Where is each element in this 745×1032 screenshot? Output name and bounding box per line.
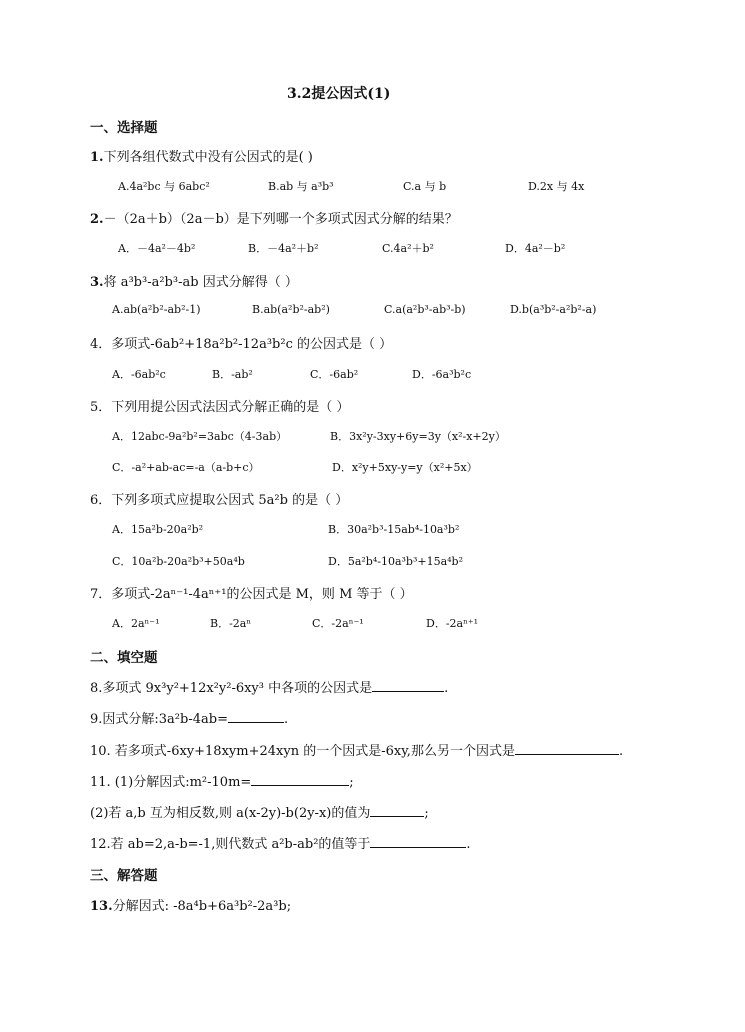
q4-option-c: C．-6ab²: [310, 368, 359, 381]
q4-option-a: A．-6ab²c: [112, 368, 166, 381]
question-2: [90, 208, 458, 227]
question-end: ;: [424, 806, 429, 821]
question-3: [90, 271, 298, 290]
q5-option-d: D．x²y+5xy-y=y（x²+5x）: [332, 461, 478, 474]
q3-option-b: B.ab(a²b²-ab²): [252, 303, 330, 316]
q1-option-d: D.2x 与 4x: [528, 180, 585, 193]
question-5: 5．下列用提公因式法因式分解正确的是（ ）: [90, 400, 350, 415]
question-stem: 12.若 ab=2,a-b=-1,则代数式 a²b-ab²的值等于: [90, 837, 371, 852]
question-stem: (2)若 a,b 互为相反数,则 a(x-2y)-b(2y-x)的值为: [90, 806, 371, 821]
question-13: [90, 895, 291, 914]
question-10: [90, 740, 623, 759]
question-6: 6．下列多项式应提取公因式 5a²b 的是（ ）: [90, 493, 349, 508]
question-stem: 9.因式分解:3a²b-4ab=: [90, 712, 228, 727]
question-stem: 下列各组代数式中没有公因式的是( ): [103, 150, 313, 165]
question-end: .: [444, 681, 449, 696]
q3-option-c: C.a(a²b³-ab³-b): [384, 303, 466, 316]
q4-option-b: B．-ab²: [212, 368, 253, 381]
answer-blank[interactable]: [370, 835, 466, 848]
q1-option-a: A.4a²bc 与 6abc²: [118, 180, 210, 193]
q7-option-b: B．-2aⁿ: [210, 617, 252, 630]
question-number: 2.: [90, 212, 104, 227]
q1-option-b: B.ab 与 a³b³: [268, 180, 334, 193]
question-stem: 将 a³b³-a²b³-ab 因式分解得（ ）: [103, 275, 298, 290]
q3-option-a: A.ab(a²b²-ab²-1): [112, 303, 201, 316]
section-heading-choice: 一、选择题: [90, 120, 158, 136]
q6-option-a: A．15a²b-20a²b²: [112, 523, 204, 536]
q5-option-b: B．3x²y-3xy+6y=3y（x²-x+2y）: [330, 430, 506, 443]
q2-option-b: B．－4a²＋b²: [248, 242, 319, 255]
question-number: 13.: [90, 899, 113, 914]
question-stem: 10. 若多项式-6xy+18xym+24xyn 的一个因式是-6xy,那么另一个因式是: [90, 744, 515, 759]
section-heading-fill: 二、填空题: [90, 650, 158, 666]
q1-option-c: C.a 与 b: [403, 180, 447, 193]
q6-option-b: B．30a²b³-15ab⁴-10a³b²: [328, 523, 460, 536]
q5-option-c: C．-a²+ab-ac=-a（a-b+c）: [112, 461, 260, 474]
q2-option-d: D．4a²－b²: [505, 242, 566, 255]
q2-option-c: C.4a²＋b²: [382, 242, 434, 255]
question-stem: 11. (1)分解因式:m²-10m=: [90, 775, 252, 790]
question-7: 7．多项式-2aⁿ⁻¹-4aⁿ⁺¹的公因式是 M，则 M 等于（ ）: [90, 587, 413, 602]
answer-blank[interactable]: [228, 710, 284, 723]
answer-blank[interactable]: [251, 773, 349, 786]
q5-option-a: A．12abc-9a²b²=3abc（4-3ab）: [112, 430, 288, 443]
question-1: [90, 146, 313, 165]
q4-option-d: D．-6a³b²c: [412, 368, 472, 381]
question-end: .: [466, 837, 471, 852]
question-11-part1: [90, 771, 354, 790]
question-11-part2: [90, 802, 429, 821]
question-8: [90, 677, 448, 696]
question-9: [90, 708, 288, 727]
question-number: 1.: [90, 150, 104, 165]
q7-option-d: D．-2aⁿ⁺¹: [426, 617, 479, 630]
q6-option-d: D．5a²b⁴-10a³b³+15a⁴b²: [328, 555, 464, 568]
section-heading-solve: 三、解答题: [90, 868, 158, 884]
q2-option-a: A．－4a²－4b²: [118, 242, 196, 255]
question-end: .: [618, 744, 624, 759]
q6-option-c: C．10a²b-20a²b³+50a⁴b: [112, 555, 245, 568]
q7-option-a: A．2aⁿ⁻¹: [112, 617, 160, 630]
question-end: .: [283, 712, 289, 727]
answer-blank[interactable]: [515, 742, 619, 755]
question-stem: 分解因式: -8a⁴b+6a³b²-2a³b;: [112, 899, 292, 914]
question-number: 3.: [90, 275, 104, 290]
answer-blank[interactable]: [372, 679, 444, 692]
question-end: ;: [349, 775, 354, 790]
page-title: 3.2提公因式(1): [287, 86, 391, 102]
question-stem: 8.多项式 9x³y²+12x²y²-6xy³ 中各项的公因式是: [90, 681, 373, 696]
q3-option-d: D.b(a³b²-a²b²-a): [510, 303, 597, 316]
q7-option-c: C．-2aⁿ⁻¹: [312, 617, 364, 630]
question-12: [90, 833, 471, 852]
question-4: 4．多项式-6ab²+18a²b²-12a³b²c 的公因式是（ ）: [90, 337, 393, 352]
answer-blank[interactable]: [370, 804, 424, 817]
question-stem: －（2a＋b）（2a－b）是下列哪一个多项式因式分解的结果？: [103, 212, 458, 227]
